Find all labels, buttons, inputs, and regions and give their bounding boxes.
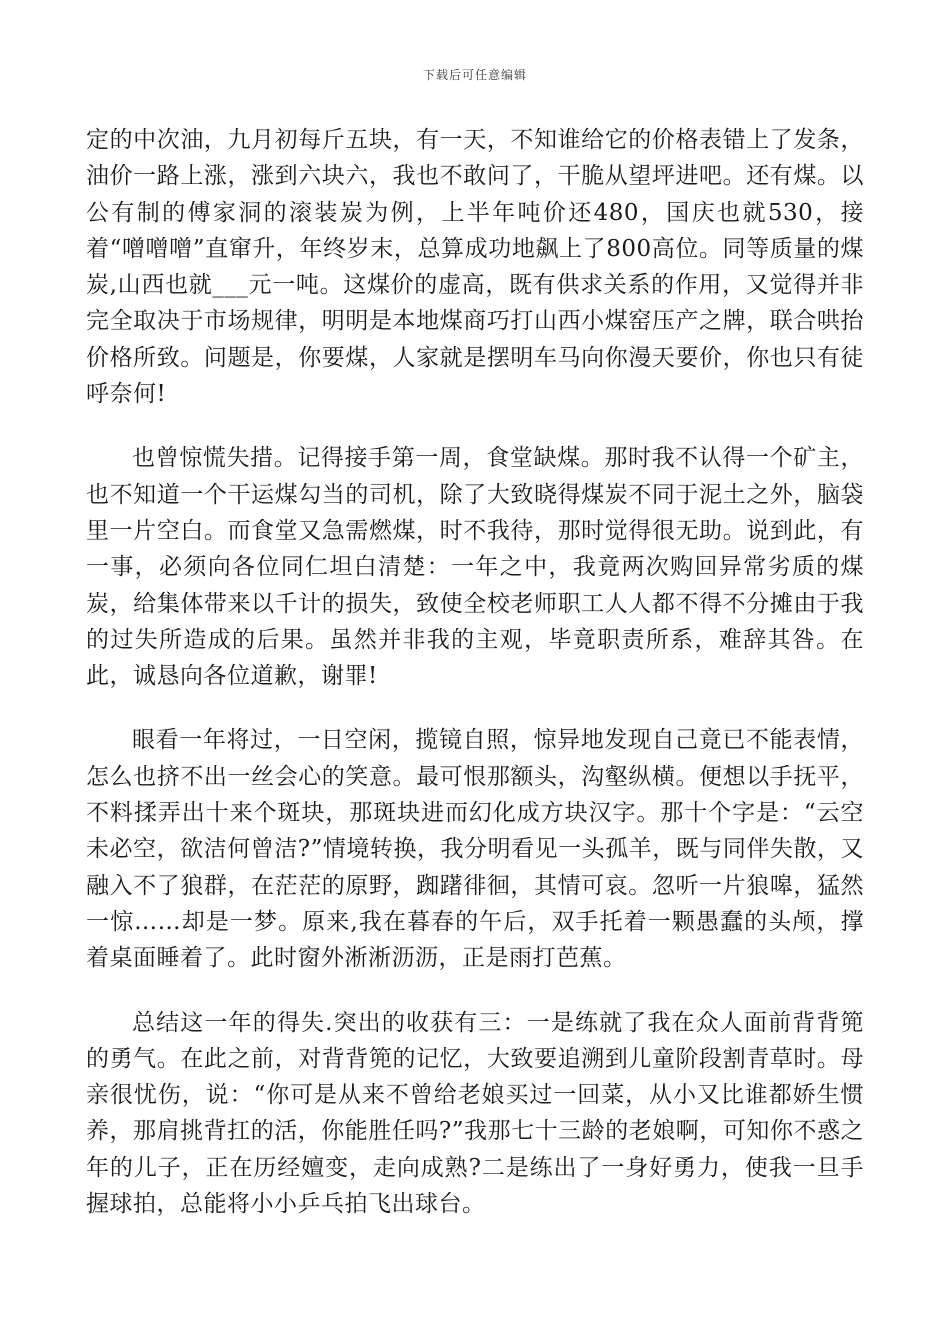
- paragraph-2: 也曾惊慌失措。记得接手第一周，食堂缺煤。那时我不认得一个矿主，也不知道一个干运煤勾当的司机，除了大致晓得煤炭不同于泥土之外，脑袋里一片空白。而食堂又急需燃煤，时不我待，那时觉得很无助。说到此，有一事，必须向各位同仁坦白清楚：一年之中，我竟两次购回异常劣质的煤炭，给集体带来以千计的损失，致使全校老师职工人人都不得不分摊由于我的过失所造成的后果。虽然并非我的主观，毕竟职责所系，难辞其咎。在此，诚恳向各位道歉，谢罪!: [86, 445, 864, 690]
- paragraph-4: 总结这一年的得失.突出的收获有三：一是练就了我在众人面前背背篼的勇气。在此之前，对背背篼的记忆，大致要追溯到儿童阶段割青草时。母亲很忧伤，说：“你可是从来不曾给老娘买过一回菜，从小又比谁都娇生惯养，那肩挑背扛的活，你能胜任吗?”我那七十三龄的老娘啊，可知你不惑之年的儿子，正在历经嬗变，走向成熟?二是练出了一身好勇力，使我一旦手握球拍，总能将小小乒乓拍飞出球台。: [86, 1009, 864, 1218]
- document-body: [86, 122, 864, 1250]
- paragraph-1: 定的中次油，九月初每斤五块，有一天，不知谁给它的价格表错上了发条，油价一路上涨，涨到六块六，我也不敢问了，干脆从望坪进吧。还有煤。以公有制的傅家洞的滚装炭为例，上半年吨价还480，国庆也就530，接着“噌噌噌”直窜升，年终岁末，总算成功地飙上了800高位。同等质量的煤炭,山西也就___元一吨。这煤价的虚高，既有供求关系的作用，又觉得并非完全取决于市场规律，明明是本地煤商巧打山西小煤窑压产之牌，联合哄抬价格所致。问题是，你要煤，人家就是摆明车马向你漫天要价，你也只有徒呼奈何!: [86, 127, 864, 408]
- page-header-note: 下载后可任意编辑: [422, 68, 527, 82]
- paragraph-3: 眼看一年将过，一日空闲，揽镜自照，惊异地发现自己竟已不能表情，怎么也挤不出一丝会心的笑意。最可恨那额头，沟壑纵横。便想以手抚平，不料揉弄出十来个斑块，那斑块进而幻化成方块汉字。那十个字是：“云空未必空，欲洁何曾洁?”情境转换，我分明看见一头孤羊，既与同伴失散，又融入不了狼群，在茫茫的原野，踟躇徘徊，其情可哀。忽听一片狼嗥，猛然一惊……却是一梦。原来,我在暮春的午后，双手托着一颗愚蠢的头颅，撑着桌面睡着了。此时窗外淅淅沥沥，正是雨打芭蕉。: [86, 727, 864, 972]
